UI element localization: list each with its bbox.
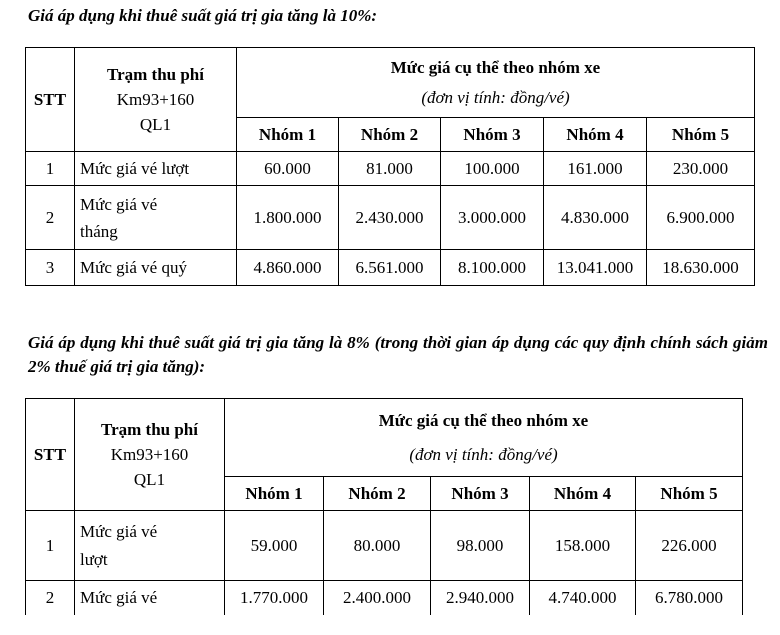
row-label: Mức giá vé [75, 581, 225, 616]
row-stt: 1 [26, 511, 75, 581]
price-cell: 4.860.000 [237, 250, 339, 286]
station-line: Trạm thu phí [107, 65, 204, 84]
row-stt: 2 [26, 581, 75, 616]
group-header: Nhóm 2 [339, 118, 441, 152]
section2-heading: Giá áp dụng khi thuê suất giá trị gia tăng là 8% (trong thời gian áp dụng các quy định chính sách giảm 2% thuế giá trị gia tăng): [28, 333, 768, 376]
price-cell: 158.000 [530, 511, 636, 581]
station-line: Km93+160 [110, 445, 189, 464]
price-cell: 81.000 [339, 152, 441, 186]
table-row [26, 511, 743, 581]
group-header: Nhóm 1 [237, 118, 339, 152]
header-station [75, 48, 237, 152]
price-cell: 6.900.000 [647, 186, 755, 250]
price-cell: 226.000 [636, 511, 743, 581]
price-cell: 18.630.000 [647, 250, 755, 286]
group-header: Nhóm 3 [441, 118, 544, 152]
row-stt: 2 [26, 186, 75, 250]
group-header: Nhóm 5 [647, 118, 755, 152]
station-line: Trạm thu phí [101, 420, 198, 439]
price-table-vat-10 [25, 47, 755, 286]
header-stt: STT [26, 48, 75, 152]
price-cell: 4.740.000 [530, 581, 636, 616]
station-line: QL1 [133, 470, 166, 489]
price-unit: (đơn vị tính: đồng/vé) [409, 444, 558, 464]
header-price-group [237, 48, 755, 118]
header-price-group [225, 399, 743, 477]
table-row [26, 581, 743, 616]
price-cell: 1.800.000 [237, 186, 339, 250]
group-header: Nhóm 3 [431, 477, 530, 511]
row-stt: 1 [26, 152, 75, 186]
row-label-line: tháng [80, 221, 118, 241]
table-row [26, 152, 755, 186]
price-cell: 2.940.000 [431, 581, 530, 616]
row-label-line: Mức giá vé [80, 194, 158, 214]
header-station [75, 399, 225, 511]
price-cell: 6.561.000 [339, 250, 441, 286]
row-label-line: lượt [80, 549, 108, 569]
price-title: Mức giá cụ thể theo nhóm xe [378, 410, 589, 430]
group-header: Nhóm 4 [544, 118, 647, 152]
price-cell: 2.400.000 [324, 581, 431, 616]
price-cell: 100.000 [441, 152, 544, 186]
price-cell: 1.770.000 [225, 581, 324, 616]
header-stt: STT [26, 399, 75, 511]
price-cell: 8.100.000 [441, 250, 544, 286]
group-header: Nhóm 5 [636, 477, 743, 511]
price-cell: 59.000 [225, 511, 324, 581]
price-cell: 2.430.000 [339, 186, 441, 250]
section1-heading: Giá áp dụng khi thuê suất giá trị gia tăng là 10%: [28, 6, 378, 25]
row-label-line: Mức giá vé [80, 521, 158, 541]
price-cell: 4.830.000 [544, 186, 647, 250]
price-cell: 230.000 [647, 152, 755, 186]
row-label [75, 186, 237, 250]
price-cell: 161.000 [544, 152, 647, 186]
group-header: Nhóm 4 [530, 477, 636, 511]
station-line: QL1 [139, 115, 172, 134]
row-stt: 3 [26, 250, 75, 286]
table-row [26, 186, 755, 250]
price-table-vat-8 [25, 398, 743, 615]
row-label: Mức giá vé quý [75, 250, 237, 286]
station-line: Km93+160 [116, 90, 195, 109]
price-title: Mức giá cụ thể theo nhóm xe [390, 57, 601, 77]
row-label: Mức giá vé lượt [75, 152, 237, 186]
price-cell: 6.780.000 [636, 581, 743, 616]
row-label [75, 511, 225, 581]
price-cell: 80.000 [324, 511, 431, 581]
price-cell: 3.000.000 [441, 186, 544, 250]
price-cell: 98.000 [431, 511, 530, 581]
price-cell: 13.041.000 [544, 250, 647, 286]
group-header: Nhóm 2 [324, 477, 431, 511]
table-row [26, 250, 755, 286]
price-unit: (đơn vị tính: đồng/vé) [421, 87, 570, 107]
group-header: Nhóm 1 [225, 477, 324, 511]
price-cell: 60.000 [237, 152, 339, 186]
